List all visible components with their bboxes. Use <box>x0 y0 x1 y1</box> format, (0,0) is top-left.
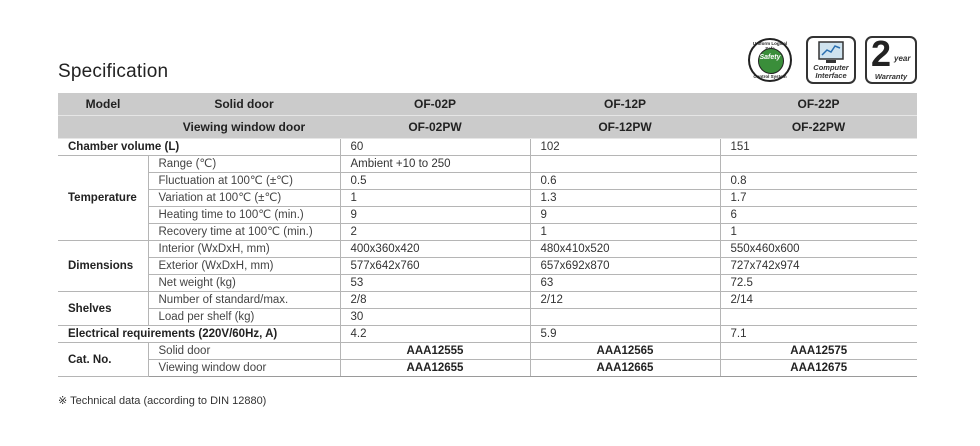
table-cell: 0.5 <box>340 173 530 190</box>
table-cell <box>720 309 917 326</box>
table-row <box>58 360 917 377</box>
table-cell: 4.2 <box>340 326 530 343</box>
table-row <box>58 275 917 292</box>
catalog-number-cell: AAA12665 <box>530 360 720 377</box>
table-cell: 7.1 <box>720 326 917 343</box>
catalog-number-cell: AAA12565 <box>530 343 720 360</box>
table-cell <box>530 309 720 326</box>
row-sub-label: Net weight (kg) <box>148 275 340 292</box>
table-row <box>58 258 917 275</box>
table-row <box>58 309 917 326</box>
table-cell: 72.5 <box>720 275 917 292</box>
model-column-header: OF-02P <box>340 93 530 116</box>
table-cell: Ambient +10 to 250 <box>340 156 530 173</box>
footnote: ※ Technical data (according to DIN 12880) <box>58 395 267 407</box>
table-row <box>58 190 917 207</box>
row-group-label: Shelves <box>58 292 148 326</box>
table-cell: 9 <box>340 207 530 224</box>
row-sub-label: Viewing window door <box>148 360 340 377</box>
table-cell: 550x460x600 <box>720 241 917 258</box>
table-row <box>58 139 917 156</box>
model-column-header: OF-12P <box>530 93 720 116</box>
row-sub-label: Variation at 100℃ (±℃) <box>148 190 340 207</box>
table-row <box>58 156 917 173</box>
catalog-number-cell: AAA12655 <box>340 360 530 377</box>
row-sub-label: Exterior (WxDxH, mm) <box>148 258 340 275</box>
page-title: Specification <box>58 61 169 82</box>
row-sub-label: Range (℃) <box>148 156 340 173</box>
table-row <box>58 343 917 360</box>
model-header-empty <box>58 116 148 139</box>
table-cell: 5.9 <box>530 326 720 343</box>
table-cell: 577x642x760 <box>340 258 530 275</box>
table-cell: 151 <box>720 139 917 156</box>
catalog-number-cell: AAA12675 <box>720 360 917 377</box>
table-cell: 657x692x870 <box>530 258 720 275</box>
model-column-header: OF-22P <box>720 93 917 116</box>
table-row <box>58 241 917 258</box>
table-cell: 0.8 <box>720 173 917 190</box>
table-header-row <box>58 93 917 116</box>
row-group-label: Cat. No. <box>58 343 148 377</box>
viewing-window-door-header: Viewing window door <box>148 116 340 139</box>
specification-table <box>58 93 917 377</box>
row-group-label: Dimensions <box>58 241 148 292</box>
row-sub-label: Fluctuation at 100℃ (±℃) <box>148 173 340 190</box>
table-cell: 1 <box>720 224 917 241</box>
row-sub-label: Number of standard/max. <box>148 292 340 309</box>
row-sub-label: Solid door <box>148 343 340 360</box>
model-column-header: OF-12PW <box>530 116 720 139</box>
computer-interface-icon: Computer Interface <box>806 36 856 84</box>
row-label: Electrical requirements (220V/60Hz, A) <box>58 326 340 343</box>
table-cell: 6 <box>720 207 917 224</box>
table-row <box>58 224 917 241</box>
table-cell <box>530 156 720 173</box>
table-cell: 9 <box>530 207 720 224</box>
table-row <box>58 207 917 224</box>
solid-door-header: Solid door <box>148 93 340 116</box>
table-cell: 2/8 <box>340 292 530 309</box>
table-row <box>58 173 917 190</box>
row-sub-label: Recovery time at 100℃ (min.) <box>148 224 340 241</box>
table-cell: 60 <box>340 139 530 156</box>
catalog-number-cell: AAA12555 <box>340 343 530 360</box>
safety-seal-icon: Uniform Logical Safety Control System <box>745 36 797 84</box>
table-cell: 1.3 <box>530 190 720 207</box>
table-cell: 727x742x974 <box>720 258 917 275</box>
model-column-header: OF-02PW <box>340 116 530 139</box>
table-cell: 2/12 <box>530 292 720 309</box>
table-cell: 53 <box>340 275 530 292</box>
warranty-2-year-icon: 2 year Warranty <box>865 36 917 84</box>
table-cell: 63 <box>530 275 720 292</box>
row-group-label: Temperature <box>58 156 148 241</box>
table-cell: 2/14 <box>720 292 917 309</box>
row-label: Chamber volume (L) <box>58 139 340 156</box>
catalog-number-cell: AAA12575 <box>720 343 917 360</box>
table-cell: 480x410x520 <box>530 241 720 258</box>
table-row <box>58 292 917 309</box>
row-sub-label: Load per shelf (kg) <box>148 309 340 326</box>
table-cell: 400x360x420 <box>340 241 530 258</box>
table-header-row <box>58 116 917 139</box>
model-column-header: OF-22PW <box>720 116 917 139</box>
table-cell: 1 <box>530 224 720 241</box>
table-cell <box>720 156 917 173</box>
table-cell: 30 <box>340 309 530 326</box>
table-row <box>58 326 917 343</box>
row-sub-label: Interior (WxDxH, mm) <box>148 241 340 258</box>
table-cell: 1 <box>340 190 530 207</box>
table-cell: 1.7 <box>720 190 917 207</box>
table-cell: 2 <box>340 224 530 241</box>
model-header: Model <box>58 93 148 116</box>
table-cell: 0.6 <box>530 173 720 190</box>
table-cell: 102 <box>530 139 720 156</box>
row-sub-label: Heating time to 100℃ (min.) <box>148 207 340 224</box>
